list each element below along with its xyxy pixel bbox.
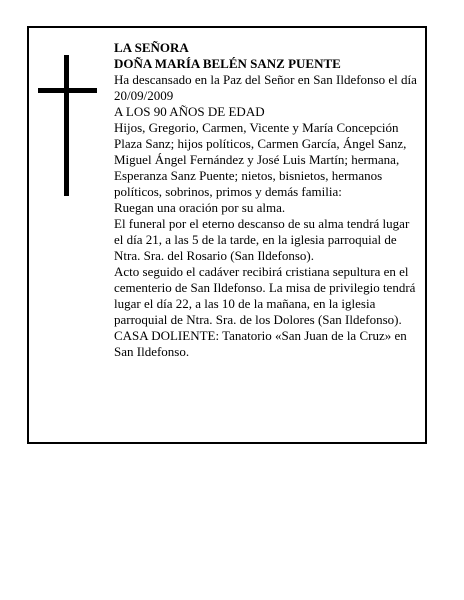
cross-horizontal-bar	[38, 88, 97, 93]
age-line: A LOS 90 AÑOS DE EDAD	[114, 104, 265, 119]
heading-title: LA SEÑORA	[114, 40, 189, 55]
burial-and-mass-details: Acto seguido el cadáver recibirá cristiana sepultura en el cementerio de San Ildefonso. La misa de privilegio tendrá lugar el día 22, a las 10 de la mañana, en la iglesia parroquial de Ntra. Sra. de los Dolores (San Ildefonso).	[114, 264, 416, 327]
prayer-request: Ruegan una oración por su alma.	[114, 200, 286, 215]
family-list: Hijos, Gregorio, Carmen, Vicente y María Concepción Plaza Sanz; hijos políticos, Carmen García, Ángel Sanz, Miguel Ángel Fernández y José Luis Martín; hermana, Esperanza Sanz Puente; nietos, bisnietos, hermanos políticos, sobrinos, primos y demás familia:	[114, 120, 407, 199]
latin-cross-icon	[38, 55, 97, 196]
mourning-house: CASA DOLIENTE: Tanatorio «San Juan de la Cruz» en San Ildefonso.	[114, 328, 407, 359]
funeral-details: El funeral por el eterno descanso de su alma tendrá lugar el día 21, a las 5 de la tarde, en la iglesia parroquial de Ntra. Sra. del Rosario (San Ildefonso).	[114, 216, 410, 263]
deceased-name: DOÑA MARÍA BELÉN SANZ PUENTE	[114, 56, 341, 71]
obituary-text-block	[114, 40, 420, 360]
death-info: Ha descansado en la Paz del Señor en San Ildefonso el día 20/09/2009	[114, 72, 417, 103]
cross-vertical-bar	[64, 55, 69, 196]
